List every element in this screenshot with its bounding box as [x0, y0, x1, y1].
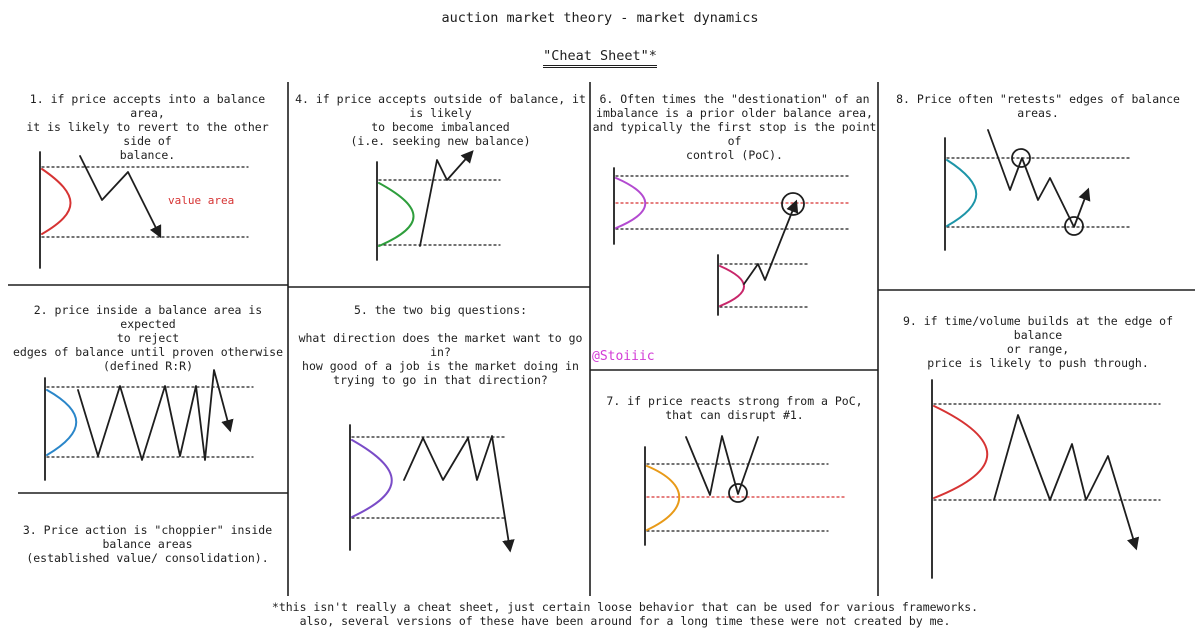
quote-open: "	[543, 48, 552, 64]
author-handle: @Stoiiic	[592, 349, 655, 364]
panel-5-line: 5. the two big questions:	[353, 303, 528, 317]
panel-1-line: it is likely to revert to the other side of	[26, 120, 269, 148]
panel-4-line: (i.e. seeking new balance)	[350, 134, 531, 148]
panel-1-line: balance.	[119, 148, 176, 162]
panel-3-line: (established value/ consolidation).	[26, 551, 269, 565]
panel-3-line: balance areas	[102, 537, 193, 551]
value-area-label: value area	[168, 194, 235, 207]
panel-2-line: to reject	[116, 331, 180, 345]
panel-9-line: price is likely to push through.	[927, 356, 1149, 370]
panel-4-line: 4. if price accepts outside of balance, it is likely	[295, 92, 586, 120]
panel-5-line: how good of a job is the market doing in	[302, 359, 579, 373]
panel-5-line: in?	[430, 345, 451, 359]
panel-dividers	[8, 82, 1195, 596]
p7-price-path	[686, 436, 758, 495]
panel-2-line: 2. price inside a balance area is expected	[33, 303, 263, 331]
panel-9-line: 9. if time/volume builds at the edge of balance	[902, 314, 1174, 342]
subtitle-label: Cheat Sheet	[551, 48, 641, 64]
panel-8-line: 8. Price often "retests" edges of balance areas.	[896, 92, 1180, 120]
p4-profile	[379, 183, 414, 246]
p1-price-path	[80, 156, 160, 236]
footnote-line: *this isn't really a cheat sheet, just certain loose behavior that can be used for various frameworks.	[271, 600, 979, 614]
p9-profile	[934, 406, 987, 498]
panel-5-line: what direction does the market want to go	[298, 331, 583, 345]
p4-price-path	[420, 152, 472, 246]
panel-9-line: or range,	[1006, 342, 1070, 356]
panel-1-line: 1. if price accepts into a balance area,	[29, 92, 266, 120]
panel-6-line: and typically the first stop is the point of	[592, 120, 877, 148]
panel-6-line: control (PoC).	[686, 148, 783, 162]
p8-price-path	[988, 130, 1088, 227]
p5-profile	[352, 440, 392, 517]
panel-2-line: edges of balance until proven otherwise	[12, 345, 284, 359]
panel-6-line: imbalance is a prior older balance area,	[596, 106, 873, 120]
p9-price-path	[994, 415, 1136, 548]
page-title: auction market theory - market dynamics	[441, 10, 759, 26]
panel-6-line: 6. Often times the "destionation" of an	[599, 92, 870, 106]
p5-price-path	[404, 436, 510, 550]
p1-profile	[42, 169, 71, 234]
panel-7-line: that can disrupt #1.	[665, 408, 804, 422]
panel-7-line: 7. if price reacts strong from a PoC,	[606, 394, 863, 408]
p8-profile	[947, 160, 976, 226]
footnote-line: also, several versions of these have been around for a long time these were not created by me.	[299, 614, 951, 628]
p6-new-profile	[720, 266, 744, 306]
panel-3-line: 3. Price action is "choppier" inside	[22, 523, 273, 537]
p7-profile	[647, 466, 679, 530]
p2-profile	[47, 390, 76, 455]
quote-close: "*	[640, 48, 657, 64]
p2-price-path	[78, 370, 230, 460]
panel-5-line: trying to go in that direction?	[333, 373, 548, 387]
panel-2-line: (defined R:R)	[102, 359, 193, 373]
panel-4-line: to become imbalanced	[371, 120, 510, 134]
